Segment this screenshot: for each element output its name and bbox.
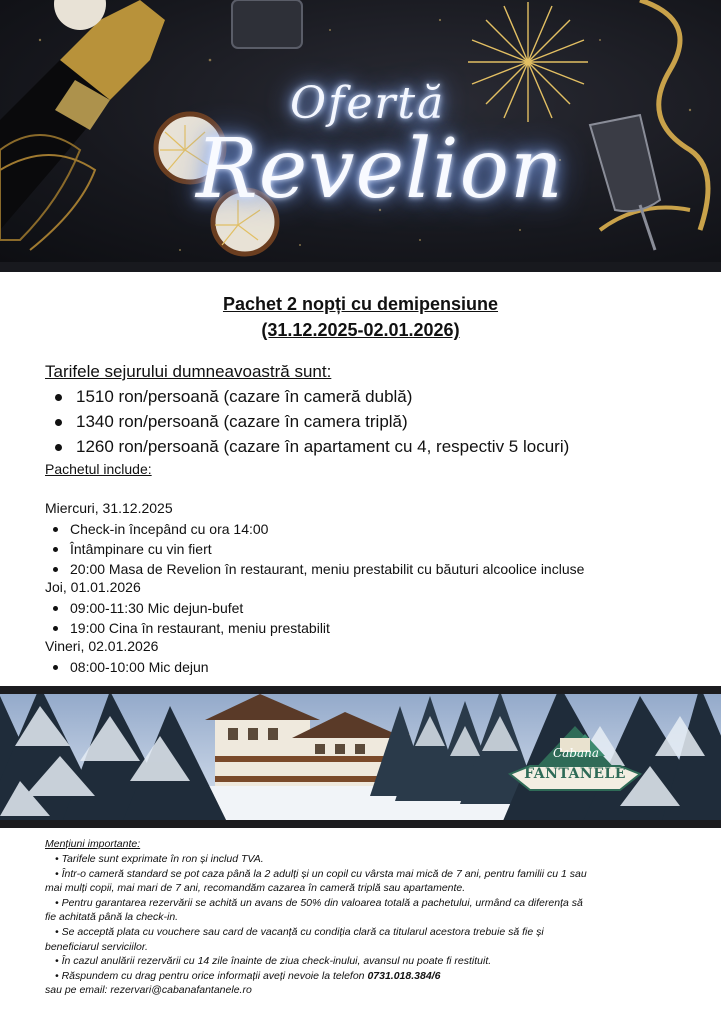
cabin-photo	[0, 686, 721, 828]
hero-title-offer: Ofertă	[290, 78, 446, 129]
note-line: • Pentru garantarea rezervării se achită un avans de 50% din valoarea totală a pachetului, urmând ca diferența să	[55, 896, 583, 909]
schedule-item: Check-in începând cu ora 14:00	[45, 519, 584, 539]
contact-email-line	[45, 983, 705, 998]
rate-item: 1510 ron/persoană (cazare în cameră dublă)	[45, 384, 569, 409]
schedule-item: 19:00 Cina în restaurant, meniu prestabilit	[45, 618, 330, 638]
note-line: beneficiarul serviciilor.	[45, 940, 148, 953]
logo-text-cabana: Cabana	[552, 746, 600, 760]
champagne-bottle-icon	[0, 0, 165, 250]
day-schedule	[45, 657, 209, 677]
contact-phone-line	[45, 969, 705, 984]
phone-number[interactable]: 0731.018.384/6	[367, 969, 441, 982]
note-line: • Într-o cameră standard se pot caza până la 2 adulți și un copil cu vârsta mai mică de 7 ani, pentru familii cu 1 sau	[55, 867, 587, 880]
package-title: Pachet 2 nopți cu demipensiune	[222, 294, 499, 314]
notes-heading: Mențiuni importante:	[45, 838, 141, 850]
day-title: Joi, 01.01.2026	[45, 579, 141, 595]
rates-heading: Tarifele sejurului dumneavoastră sunt:	[45, 362, 332, 381]
hero-banner	[0, 0, 721, 262]
photo-frame-top	[0, 686, 721, 694]
glass-icon	[232, 0, 302, 48]
hero-divider	[0, 262, 721, 272]
includes-label: Pachetul include:	[45, 461, 152, 477]
winter-cabin-illustration	[0, 686, 721, 828]
rate-item: 1260 ron/persoană (cazare în apartament cu 4, respectiv 5 locuri)	[45, 434, 569, 459]
note-line: • Tarifele sunt exprimate în ron și includ TVA.	[55, 853, 264, 865]
email-address[interactable]: rezervari@cabanafantanele.ro	[110, 984, 252, 997]
day-title: Miercuri, 31.12.2025	[45, 500, 173, 516]
logo-text-fantanele: FÂNTÂNELE	[524, 766, 626, 782]
phone-prefix: • Răspundem cu drag pentru orice informații aveți nevoie la telefon	[55, 969, 365, 982]
day-schedule	[45, 598, 330, 638]
note-line: mai mulți copii, mai mari de 7 ani, recomandăm cazarea în cameră triplă sau apartamente.	[45, 882, 466, 895]
schedule-item: Întâmpinare cu vin fiert	[45, 539, 584, 559]
rates-list	[45, 384, 569, 459]
rate-item: 1340 ron/persoană (cazare în camera triplă)	[45, 409, 569, 434]
notes-block	[45, 852, 705, 998]
note-line: • Se acceptă plata cu vouchere sau card de vacanță cu condiția clară ca titularul acestora trebuie să fie și	[55, 925, 544, 938]
note-line: fie achitată până la check-in.	[45, 911, 179, 924]
photo-frame-bottom	[0, 820, 721, 828]
day-title: Vineri, 02.01.2026	[45, 638, 159, 654]
email-prefix: sau pe email:	[45, 984, 108, 997]
day-schedule	[45, 519, 584, 579]
schedule-item: 09:00-11:30 Mic dejun-bufet	[45, 598, 330, 618]
note-line: • În cazul anulării rezervării cu 14 zile înainte de ziua check-inului, avansul nu poate fi restituit.	[55, 955, 492, 968]
fireworks-icon	[468, 2, 588, 122]
schedule-item: 20:00 Masa de Revelion în restaurant, meniu prestabilit cu băuturi alcoolice incluse	[45, 559, 584, 579]
package-dates: (31.12.2025-02.01.2026)	[261, 320, 460, 340]
schedule-item: 08:00-10:00 Mic dejun	[45, 657, 209, 677]
hero-title-revelion: Revelion	[196, 122, 564, 217]
